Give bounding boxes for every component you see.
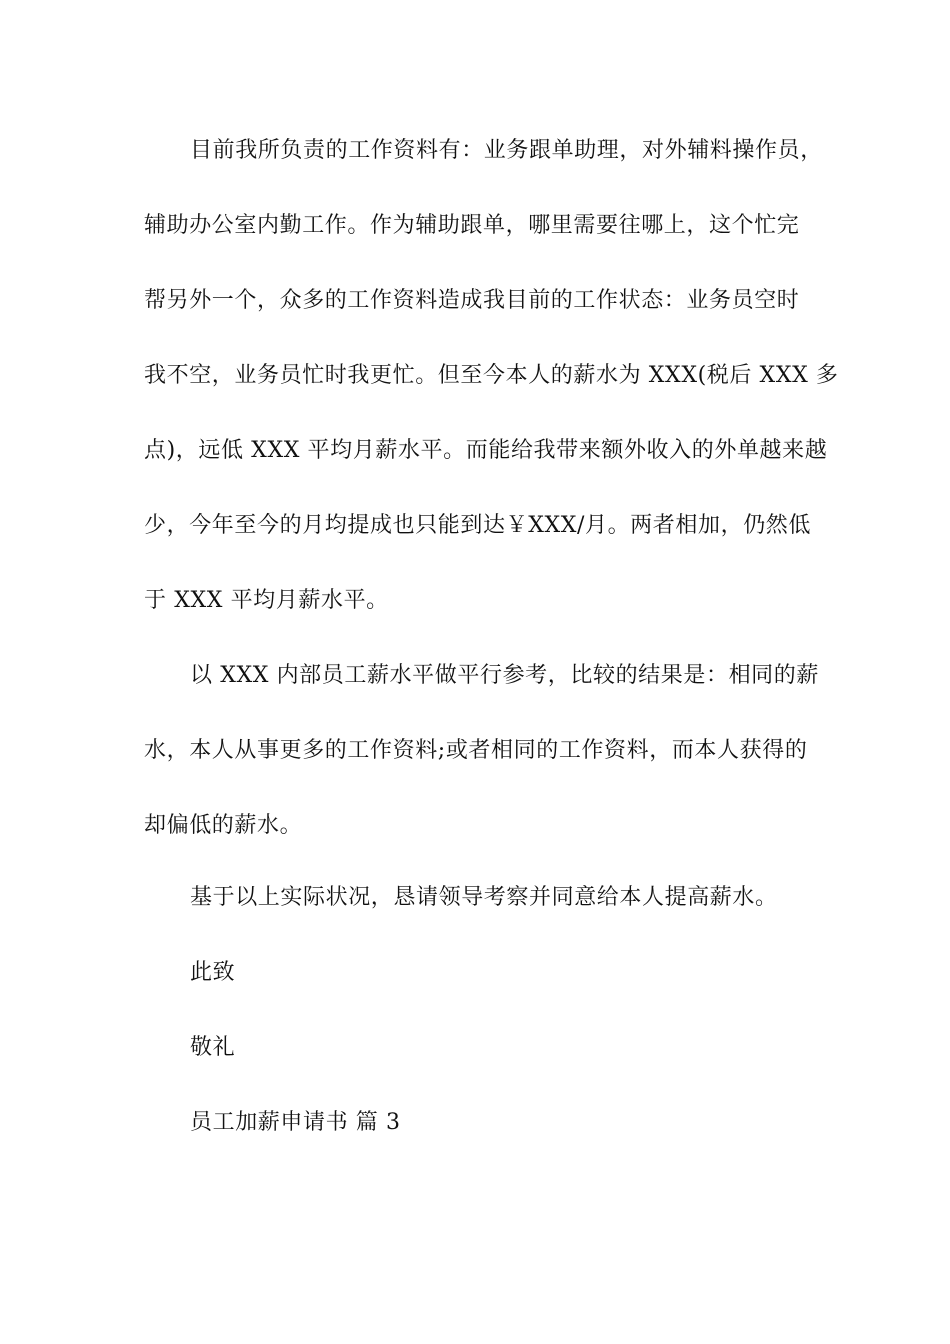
request-paragraph: 基于以上实际状况，恳请领导考察并同意给本人提高薪水。 [190,885,778,910]
paragraph-1-line-3: 帮另外一个，众多的工作资料造成我目前的工作状态：业务员空时 [144,288,800,313]
paragraph-1-line-6: 少，今年至今的月均提成也只能到达￥XXX/月。两者相加，仍然低 [144,513,812,538]
paragraph-1-line-4: 我不空，业务员忙时我更忙。但至今本人的薪水为 XXX(税后 XXX 多 [144,363,839,388]
paragraph-2-line-2: 水，本人从事更多的工作资料;或者相同的工作资料，而本人获得的 [144,738,808,763]
closing-jingli: 敬礼 [190,1035,236,1060]
paragraph-1-line-7: 于 XXX 平均月薪水平。 [144,588,389,613]
paragraph-1-line-5: 点)，远低 XXX 平均月薪水平。而能给我带来额外收入的外单越来越 [144,438,828,463]
paragraph-2-line-1: 以 XXX 内部员工薪水平做平行参考，比较的结果是：相同的薪 [190,663,819,688]
closing-cizhi: 此致 [190,960,236,985]
paragraph-2-line-3: 却偏低的薪水。 [144,813,303,838]
paragraph-1-line-2: 辅助办公室内勤工作。作为辅助跟单，哪里需要往哪上，这个忙完 [144,213,800,238]
paragraph-1-line-1: 目前我所负责的工作资料有：业务跟单助理，对外辅料操作员， [190,138,823,163]
section-heading: 员工加薪申请书 篇 3 [190,1110,401,1135]
